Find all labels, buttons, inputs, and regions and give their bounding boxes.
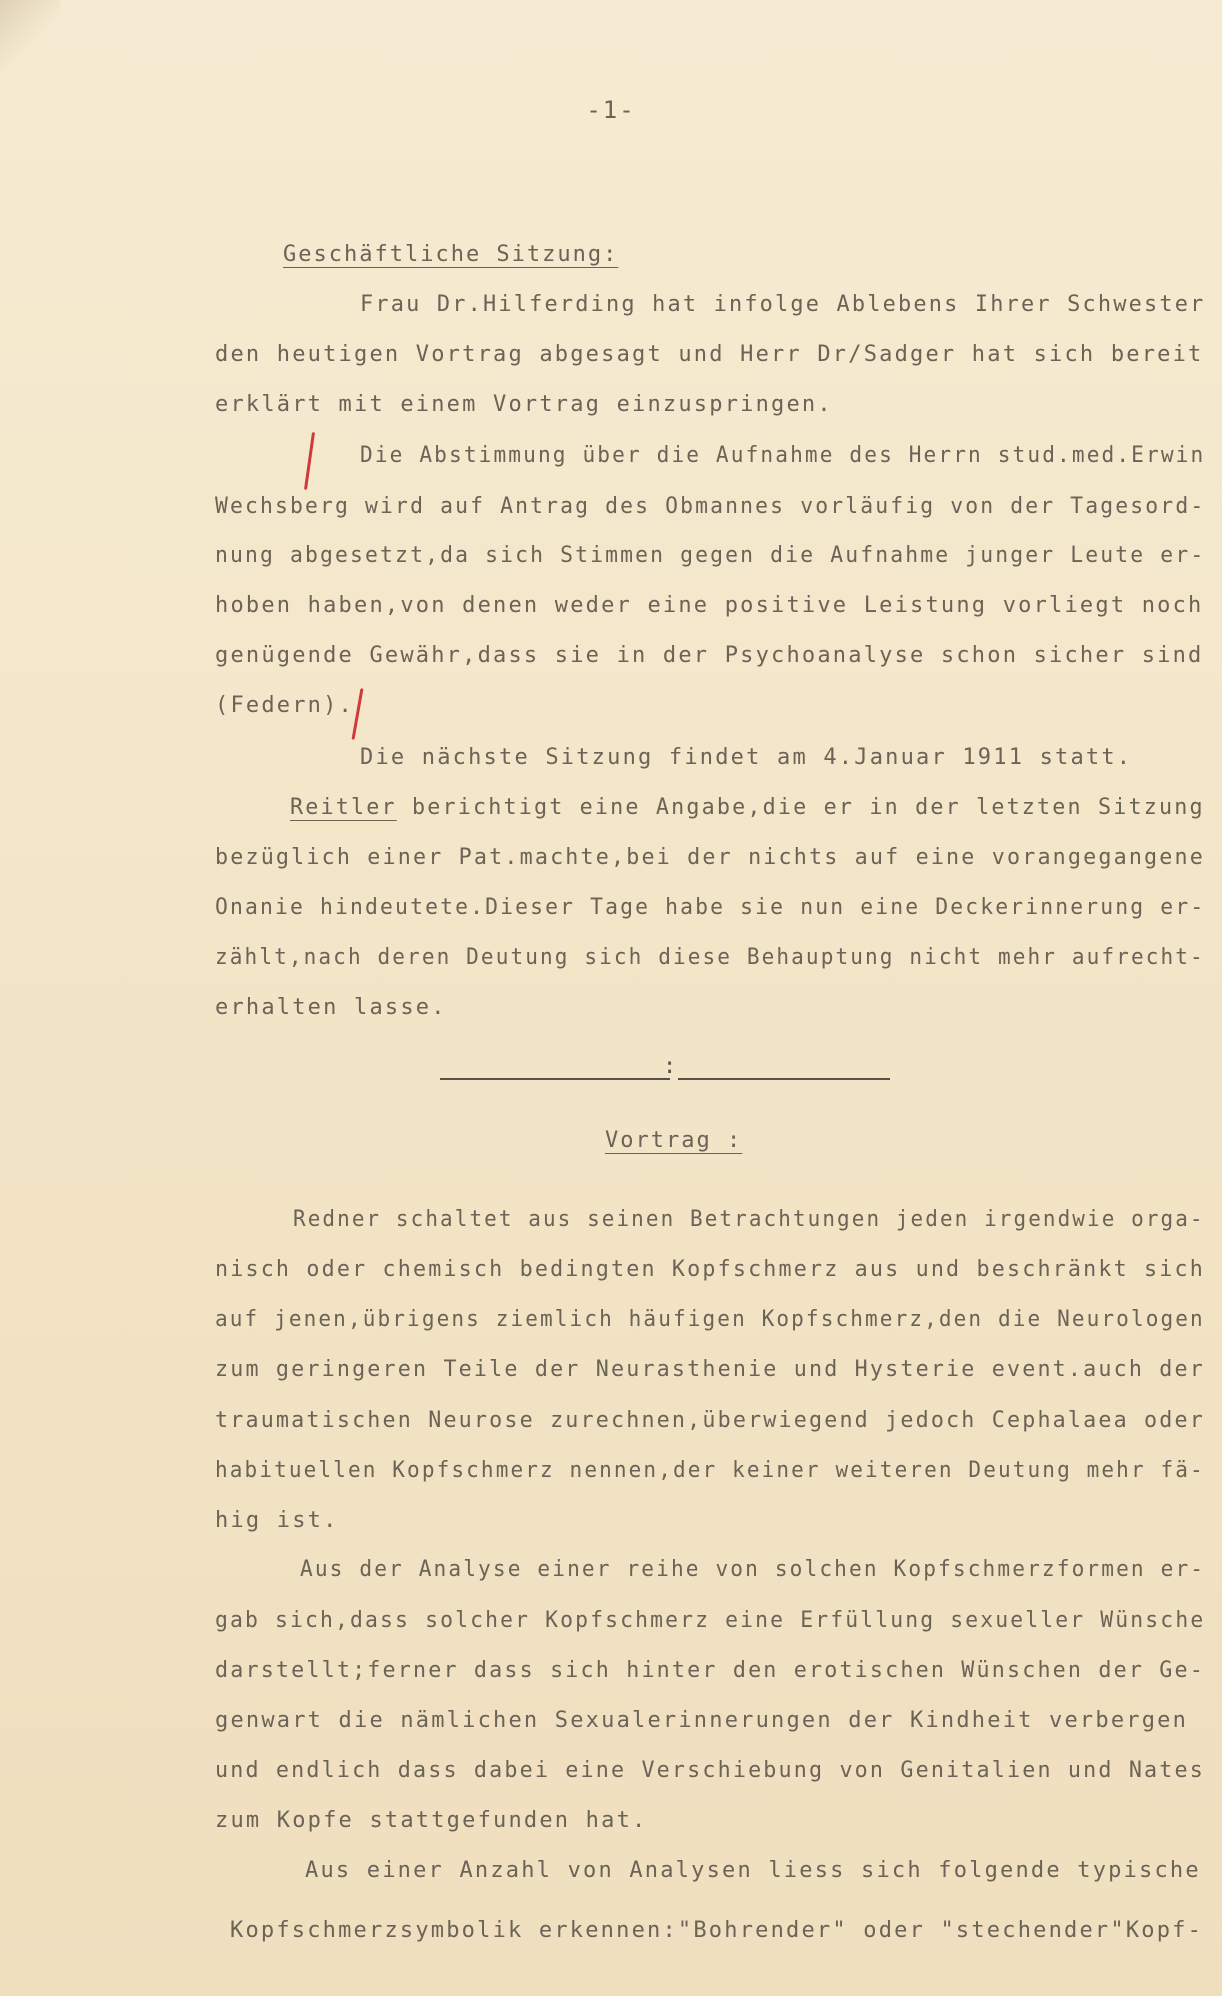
text-line: genwart die nämlichen Sexualerinnerungen der Kindheit verbergen (215, 1708, 1189, 1733)
business-session-heading: Geschäftliche Sitzung: (283, 242, 619, 267)
text-line: bezüglich einer Pat.machte,bei der nichts auf eine vorangegangene (215, 845, 1205, 870)
text-line: traumatischen Neurose zurechnen,überwiegend jedoch Cephalaea oder (215, 1408, 1205, 1433)
text-line: Aus einer Anzahl von Analysen liess sich folgende typische (305, 1858, 1201, 1883)
text-line: erhalten lasse. (215, 995, 447, 1020)
speaker-name: Reitler (290, 795, 397, 820)
text-line: zählt,nach deren Deutung sich diese Behauptung nicht mehr aufrecht- (215, 945, 1205, 970)
text-line: zum Kopfe stattgefunden hat. (215, 1808, 648, 1833)
page-number: -1- (586, 96, 636, 124)
text-line: genügende Gewähr,dass sie in der Psychoanalyse schon sicher sind (215, 643, 1204, 668)
text-line: hig ist. (215, 1508, 339, 1533)
text-line: und endlich dass dabei eine Verschiebung von Genitalien und Nates (215, 1758, 1205, 1783)
text-line: Wechsberg wird auf Antrag des Obmannes vorläufig von der Tagesord- (215, 494, 1206, 519)
text-line: Die nächste Sitzung findet am 4.Januar 1911 statt. (360, 745, 1133, 770)
text-line-rest: berichtigt eine Angabe,die er in der letzten Sitzung (396, 795, 1205, 820)
divider-line-left (440, 1078, 670, 1080)
text-line: (Federn). (215, 693, 355, 718)
paper-fold-mark (0, 0, 60, 70)
text-line: den heutigen Vortrag abgesagt und Herr Dr/Sadger hat sich bereit (215, 342, 1204, 367)
text-line: auf jenen,übrigens ziemlich häufigen Kopfschmerz,den die Neurologen (215, 1307, 1205, 1332)
text-line: gab sich,dass solcher Kopfschmerz eine Erfüllung sexueller Wünsche (215, 1608, 1206, 1633)
divider-colon: : (663, 1054, 677, 1079)
text-line: Onanie hindeutete.Dieser Tage habe sie nun eine Deckerinnerung er- (215, 895, 1206, 920)
text-line: nung abgesetzt,da sich Stimmen gegen die Aufnahme junger Leute er- (215, 543, 1206, 568)
text-line: Redner schaltet aus seinen Betrachtungen jeden irgendwie orga- (293, 1207, 1205, 1232)
text-line: habituellen Kopfschmerz nennen,der keiner weiteren Deutung mehr fä- (215, 1458, 1205, 1483)
text-line: erklärt mit einem Vortrag einzuspringen. (215, 392, 833, 417)
text-line: darstellt;ferner dass sich hinter den erotischen Wünschen der Ge- (215, 1658, 1205, 1683)
lecture-heading: Vortrag : (605, 1128, 743, 1153)
text-line: Die Abstimmung über die Aufnahme des Herrn stud.med.Erwin (360, 443, 1206, 468)
text-line: zum geringeren Teile der Neurasthenie und Hysterie event.auch der (215, 1357, 1205, 1382)
text-line (290, 795, 1205, 820)
divider-line-right (678, 1078, 890, 1080)
red-pencil-mark-start (304, 432, 315, 490)
text-line: Aus der Analyse einer reihe von solchen Kopfschmerzformen er- (300, 1557, 1206, 1582)
text-line: Frau Dr.Hilferding hat infolge Ablebens Ihrer Schwester (360, 292, 1206, 317)
text-line: nisch oder chemisch bedingten Kopfschmerz aus und beschränkt sich (215, 1257, 1205, 1282)
text-line: hoben haben,von denen weder eine positive Leistung vorliegt noch (215, 593, 1204, 618)
text-line: Kopfschmerzsymbolik erkennen:"Bohrender" oder "stechender"Kopf- (230, 1918, 1204, 1943)
